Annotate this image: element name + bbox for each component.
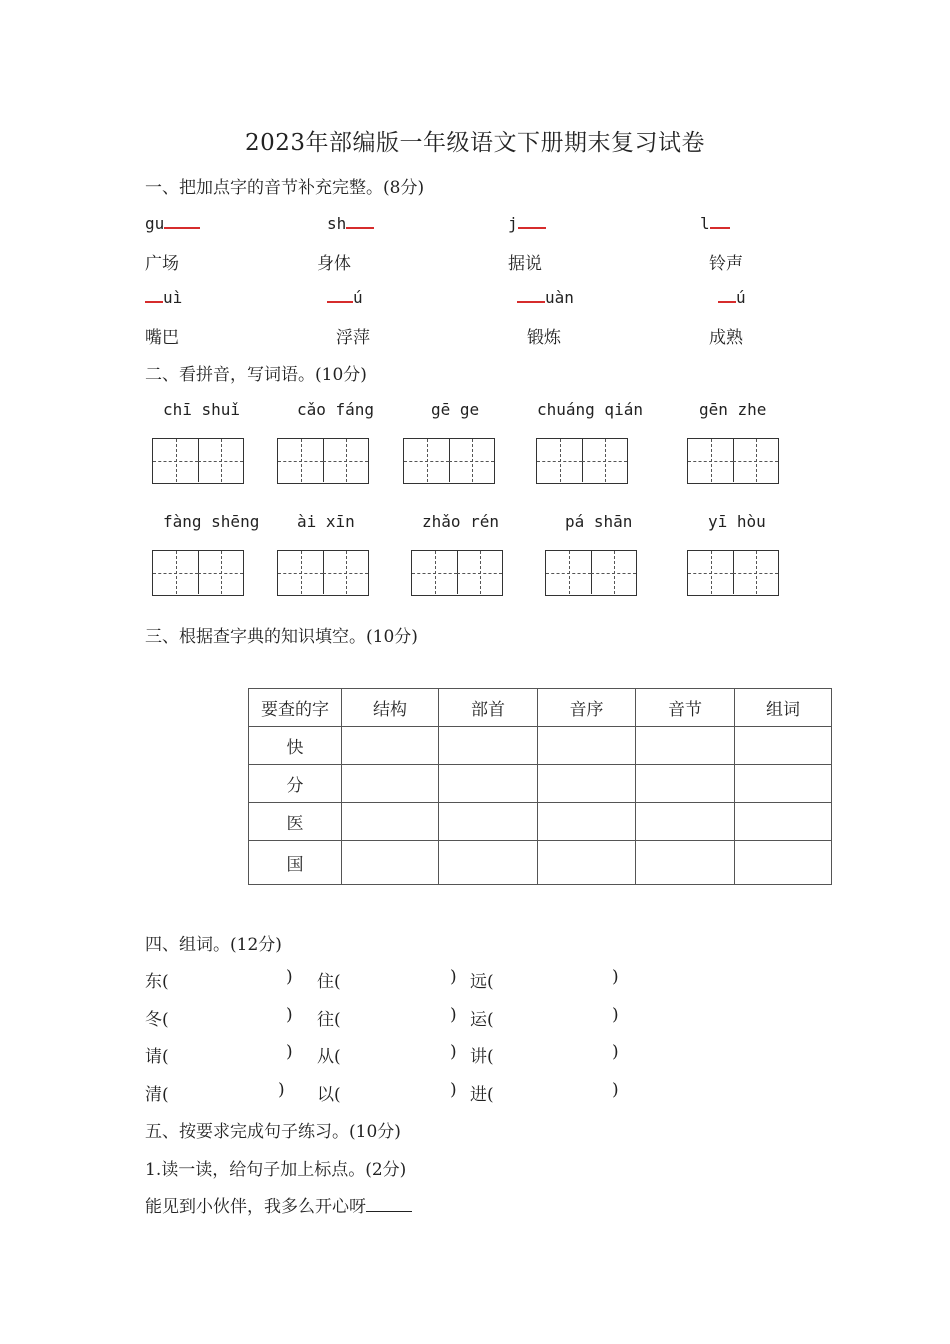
zuci-item: 以(: [317, 1085, 341, 1105]
table-char: 快: [249, 727, 342, 765]
table-char: 分: [249, 765, 342, 803]
zuci-close: ): [278, 1080, 285, 1100]
pinyin-blank-6: ú: [327, 287, 363, 307]
zuci-close: ): [450, 1042, 457, 1062]
section-4-heading: 四、组词。(12分): [145, 935, 282, 955]
page-title: 2023年部编版一年级语文下册期末复习试卷: [244, 130, 706, 156]
zuci-item: 从(: [317, 1047, 341, 1067]
answer-cell[interactable]: [735, 727, 832, 765]
answer-cell[interactable]: [636, 803, 735, 841]
pinyin-chuangqian: chuáng qián: [537, 400, 643, 419]
pinyin-pashan: pá shān: [565, 512, 633, 531]
table-header: 组词: [735, 689, 832, 727]
pinyin-caofang: cǎo fáng: [297, 400, 375, 419]
table-row: [249, 803, 832, 841]
table-header-row: [249, 689, 832, 727]
pinyin-blank-7: uàn: [517, 287, 574, 307]
section-1-heading: 一、把加点字的音节补充完整。(8分): [145, 178, 425, 198]
word-zuiba: 嘴巴: [145, 328, 179, 348]
zuci-close: ): [450, 967, 457, 987]
question-1-sentence: 能见到小伙伴，我多么开心呀: [145, 1192, 412, 1217]
pinyin-blank-2: sh: [327, 213, 374, 233]
table-header: 音节: [636, 689, 735, 727]
answer-cell[interactable]: [538, 841, 636, 885]
pinyin-gege: gē ge: [431, 400, 480, 419]
pinyin-blank-8: ú: [718, 287, 746, 307]
punctuation-blank[interactable]: [366, 1197, 412, 1212]
zuci-item: 往(: [317, 1010, 341, 1030]
word-chengshu: 成熟: [709, 328, 743, 348]
answer-cell[interactable]: [342, 841, 439, 885]
section-3-heading: 三、根据查字典的知识填空。(10分): [145, 627, 418, 647]
pinyin-blank-4: l: [700, 213, 730, 233]
word-fuping: 浮萍: [336, 328, 370, 348]
writing-grid[interactable]: [687, 550, 779, 596]
zuci-item: 讲(: [470, 1047, 494, 1067]
writing-grid[interactable]: [277, 550, 369, 596]
answer-cell[interactable]: [735, 803, 832, 841]
zuci-close: ): [450, 1080, 457, 1100]
zuci-item: 运(: [470, 1010, 494, 1030]
table-header: 音序: [538, 689, 636, 727]
writing-grid[interactable]: [152, 438, 244, 484]
answer-cell[interactable]: [342, 765, 439, 803]
word-lingsheng: 铃声: [709, 254, 743, 274]
section-5-heading: 五、按要求完成句子练习。(10分): [145, 1122, 401, 1142]
answer-cell[interactable]: [538, 803, 636, 841]
pinyin-blank-3: j: [508, 213, 546, 233]
zuci-item: 远(: [470, 972, 494, 992]
answer-cell[interactable]: [439, 803, 538, 841]
pinyin-chishui: chī shuǐ: [163, 400, 241, 419]
answer-cell[interactable]: [342, 803, 439, 841]
zuci-close: ): [286, 1005, 293, 1025]
table-char: 国: [249, 841, 342, 885]
word-shenti: 身体: [317, 254, 351, 274]
zuci-item: 冬(: [145, 1010, 169, 1030]
zuci-close: ): [612, 967, 619, 987]
table-header: 要查的字: [249, 689, 342, 727]
pinyin-yihou: yī hòu: [708, 512, 766, 531]
table-header: 结构: [342, 689, 439, 727]
word-duanlian: 锻炼: [527, 328, 561, 348]
table-char: 医: [249, 803, 342, 841]
writing-grid[interactable]: [536, 438, 628, 484]
answer-cell[interactable]: [538, 765, 636, 803]
pinyin-fangsheng: fàng shēng: [163, 512, 260, 531]
writing-grid[interactable]: [687, 438, 779, 484]
writing-grid[interactable]: [277, 438, 369, 484]
pinyin-aixin: ài xīn: [297, 512, 355, 531]
zuci-close: ): [286, 1042, 293, 1062]
table-row: [249, 841, 832, 885]
zuci-close: ): [286, 967, 293, 987]
zuci-item: 进(: [470, 1085, 494, 1105]
word-jushuo: 据说: [508, 254, 542, 274]
answer-cell[interactable]: [735, 765, 832, 803]
pinyin-genzhe: gēn zhe: [699, 400, 767, 419]
zuci-close: ): [612, 1042, 619, 1062]
zuci-item: 清(: [145, 1085, 169, 1105]
answer-cell[interactable]: [636, 841, 735, 885]
table-row: [249, 765, 832, 803]
answer-cell[interactable]: [538, 727, 636, 765]
answer-cell[interactable]: [439, 765, 538, 803]
table-row: [249, 727, 832, 765]
zuci-close: ): [612, 1080, 619, 1100]
dictionary-table: [248, 688, 832, 885]
zuci-close: ): [612, 1005, 619, 1025]
answer-cell[interactable]: [636, 765, 735, 803]
answer-cell[interactable]: [439, 727, 538, 765]
table-header: 部首: [439, 689, 538, 727]
writing-grid[interactable]: [403, 438, 495, 484]
pinyin-zhaoren: zhǎo rén: [422, 512, 500, 531]
section-2-heading: 二、看拼音，写词语。(10分): [145, 365, 367, 385]
answer-cell[interactable]: [636, 727, 735, 765]
answer-cell[interactable]: [342, 727, 439, 765]
answer-cell[interactable]: [439, 841, 538, 885]
writing-grid[interactable]: [152, 550, 244, 596]
question-1: 1.读一读，给句子加上标点。(2分): [145, 1160, 407, 1180]
writing-grid[interactable]: [411, 550, 503, 596]
writing-grid[interactable]: [545, 550, 637, 596]
zuci-item: 请(: [145, 1047, 169, 1067]
zuci-item: 住(: [317, 972, 341, 992]
zuci-close: ): [450, 1005, 457, 1025]
zuci-item: 东(: [145, 972, 169, 992]
word-guangchang: 广场: [145, 254, 179, 274]
pinyin-blank-1: gu: [145, 213, 200, 233]
answer-cell[interactable]: [735, 841, 832, 885]
pinyin-blank-5: uì: [145, 287, 182, 307]
